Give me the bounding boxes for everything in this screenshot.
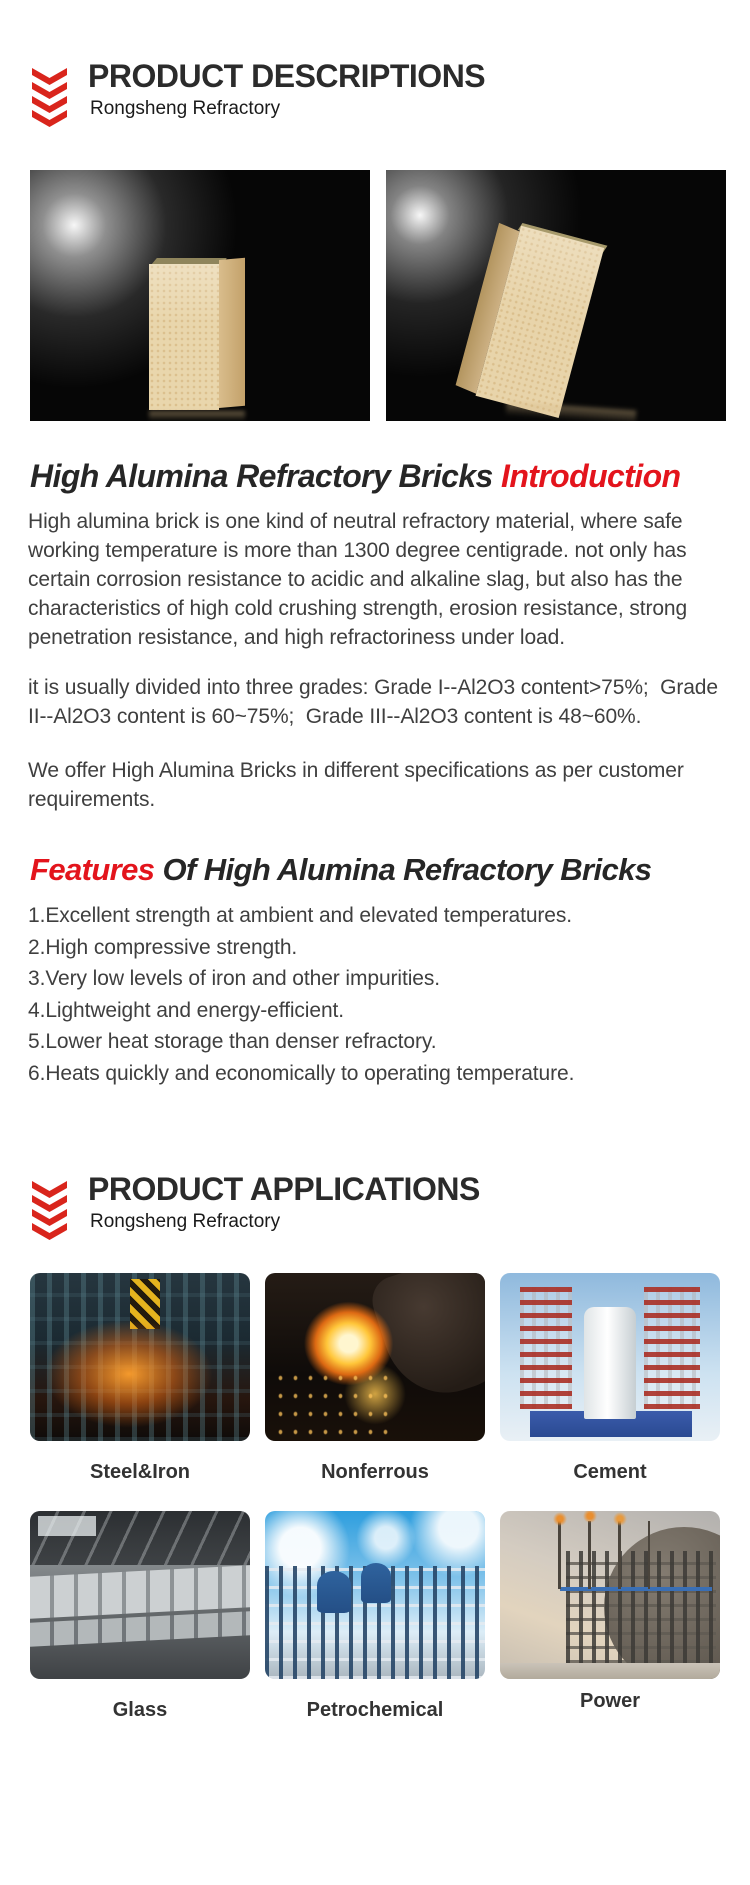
application-glass <box>30 1511 250 1723</box>
brick-photo-tilted <box>386 170 726 421</box>
photo-decor <box>584 1307 636 1419</box>
feature-item: 6.Heats quickly and economically to operating temperature. <box>28 1061 575 1085</box>
applications-title: PRODUCT APPLICATIONS <box>88 1171 480 1207</box>
brick-photo-upright <box>30 170 370 421</box>
intro-heading-main: High Alumina Refractory Bricks <box>30 458 493 494</box>
header-text-block <box>88 56 485 122</box>
application-label: Cement <box>573 1461 647 1483</box>
chevron-down-stack-icon <box>32 1181 67 1240</box>
application-label: Nonferrous <box>321 1461 429 1483</box>
feature-item: 2.High compressive strength. <box>28 935 298 959</box>
descriptions-title: PRODUCT DESCRIPTIONS <box>88 58 486 94</box>
application-label: Steel&Iron <box>89 1461 191 1483</box>
photo-decor <box>30 1273 250 1441</box>
intro-paragraph-1: High alumina brick is one kind of neutral refractory material, where safe working temperature is more than 1300 degree centigrade. not only has certain corrosion resistance to acidic and alkaline slag, but also has the characteristics of high cold crushing strength, erosion resistance, strong penetration resistance, and high refractoriness under load. <box>28 510 693 649</box>
photo-decor <box>644 1287 700 1409</box>
photo-decor <box>520 1287 572 1409</box>
molten-metal-pour-photo <box>265 1273 485 1441</box>
application-label: Glass <box>112 1699 168 1721</box>
application-nonferrous <box>265 1273 485 1485</box>
brick-front-face <box>149 264 219 410</box>
photo-decor <box>38 1516 96 1536</box>
feature-item: 3.Very low levels of iron and other impurities. <box>28 967 440 990</box>
steel-iron-plant-photo <box>30 1273 250 1441</box>
product-photo-row <box>0 170 750 421</box>
applications-grid <box>0 1273 750 1723</box>
descriptions-subtitle: Rongsheng Refractory <box>90 98 281 119</box>
brick-floor-reflection <box>149 411 245 421</box>
applications-header <box>0 1169 750 1240</box>
feature-item: 5.Lower heat storage than denser refractory. <box>28 1030 437 1053</box>
photo-decor <box>558 1521 650 1589</box>
application-cement <box>500 1273 720 1485</box>
applications-subtitle: Rongsheng Refractory <box>90 1211 281 1232</box>
photo-decor <box>500 1663 720 1679</box>
brick-render-upright <box>149 260 245 410</box>
power-plant-photo <box>500 1511 720 1679</box>
feature-item: 4.Lightweight and energy-efficient. <box>28 998 344 1022</box>
photo-decor <box>361 1563 391 1603</box>
intro-heading-accent: Introduction <box>501 458 681 494</box>
glass-furnace-photo <box>30 1511 250 1679</box>
features-heading-main: Of High Alumina Refractory Bricks <box>162 852 652 887</box>
photo-decor <box>550 1511 670 1531</box>
photo-decor <box>30 1565 250 1619</box>
features-list <box>0 900 750 1089</box>
petrochemical-plant-photo <box>265 1511 485 1679</box>
descriptions-header <box>0 56 750 127</box>
application-steel-iron <box>30 1273 250 1485</box>
cement-plant-photo <box>500 1273 720 1441</box>
application-label: Petrochemical <box>306 1699 444 1721</box>
features-heading-accent: Features <box>30 852 155 887</box>
feature-item: 1.Excellent strength at ambient and elevated temperatures. <box>28 904 573 927</box>
photo-decor <box>273 1369 393 1435</box>
brick-side-face <box>219 258 245 408</box>
intro-paragraph-3: We offer High Alumina Bricks in different specifications as per customer requirements. <box>28 759 690 811</box>
features-heading <box>0 848 750 892</box>
application-label: Power <box>579 1690 641 1712</box>
chevron-down-stack-icon <box>32 68 67 127</box>
intro-paragraph-2: it is usually divided into three grades: Grade I--Al2O3 content>75%; Grade II--Al2O3 content is 60~75%; Grade III--Al2O3 content is 48~60%. <box>28 676 724 728</box>
photo-decor <box>317 1571 351 1613</box>
intro-heading <box>0 454 750 498</box>
header-text-block <box>88 1169 480 1235</box>
application-petrochemical <box>265 1511 485 1723</box>
application-power <box>500 1511 720 1723</box>
